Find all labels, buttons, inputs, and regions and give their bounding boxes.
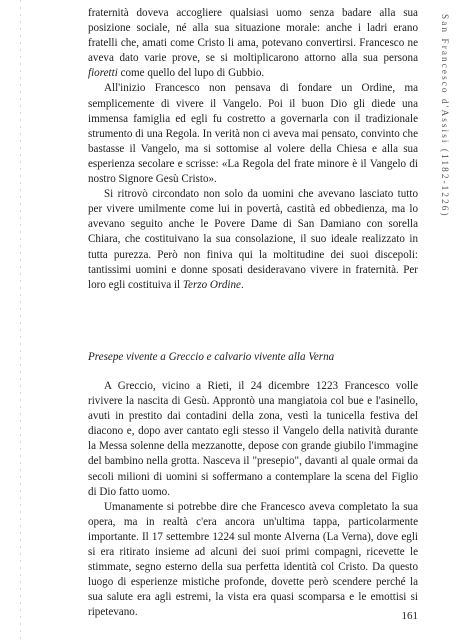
paragraph: [88, 187, 418, 293]
paragraph: A Greccio, vicino a Rieti, il 24 dicembre 1223 Francesco volle rivivere la nascita di Gesù. Approntò una mangiatoia col bue e l'asinello, avuti in prestito dai contadini della zona, vestì la tunicella festiva del diacono e, dopo aver cantato egli stesso il Vangelo della natività durante la Messa solenne della mezzanotte, depose con grande giubilo l'immagine del bambino nella grotta. Nasceva il "presepio", davanti al quale ormai da secoli milioni di uomini si soffermano a contemplare la scena del Figlio di Dio fatto uomo.: [88, 380, 418, 498]
paragraph-text: .: [240, 278, 244, 291]
italic-term: fioretti: [88, 67, 118, 80]
page-number: 161: [401, 610, 418, 622]
running-head: San Francesco d'Assisi (1182-1226): [440, 14, 450, 218]
paragraph-text: Si ritrovò circondato non solo da uomini che avevano lasciato tutto per vivere umilmente come lui in povertà, castità ed obbedienza, ma lo avevano seguito anche le Povere Dame di San Damiano con sorella Chiara, che costituivano la sua consolazione, il suo ideale realizzato in tutta purezza. Però non finiva qui la moltitudine dei suoi discepoli: tantissimi uomini e donne sposati desideravano vivere in fraternità. Per loro egli costituiva il: [88, 188, 418, 291]
paragraph: All'inizio Francesco non pensava di fondare un Ordine, ma semplicemente di vivere il Vangelo. Poi il buon Dio gli diede una immensa famiglia ed egli fu costretto a governarla con il tradizionale strumento di una Regola. In verità non ci aveva mai pensato, convinto che bastasse il Vangelo, ma si sottomise al volere della Chiesa e alla sua esperienza secolare e scrisse: «La Regola del frate minore è il Vangelo di nostro Signore Gesù Cristo».: [88, 82, 418, 186]
paragraph: Umanamente si potrebbe dire che Francesco aveva completato la sua opera, ma in realtà c'era ancora un'ultima tappa, particolarmente importante. Il 17 settembre 1224 sul monte Alverna (La Verna), dove egli si era ritirato insieme ad alcuni dei suoi primi compagni, ricevette le stimmate, segno esterno della sua perfetta identità col Cristo. Da questo luogo di esperienze mistiche profonde, dovette però scendere perché la sua salute era agli estremi, la vista era quasi scomparsa e le emottisi si ripetevano.: [88, 500, 418, 619]
paragraph: [88, 6, 418, 81]
text-block-bottom: [88, 379, 418, 621]
paragraph-text: come quello del lupo di Gubbio.: [117, 67, 265, 80]
section-heading: Presepe vivente a Greccio e calvario vivente alla Verna: [88, 351, 335, 363]
text-block-top: [88, 6, 418, 293]
italic-term: Terzo Ordine: [182, 278, 241, 291]
binding-edge: [20, 0, 21, 640]
paragraph-text: fraternità doveva accogliere qualsiasi uomo senza badare alla sua posizione sociale, né alla sua situazione morale: anche i ladri erano fratelli che, amati come Cristo li ama, potevano convertirsi. Francesco ne aveva dato varie prove, se si moltiplicarono attorno alla sua persona: [88, 7, 418, 65]
